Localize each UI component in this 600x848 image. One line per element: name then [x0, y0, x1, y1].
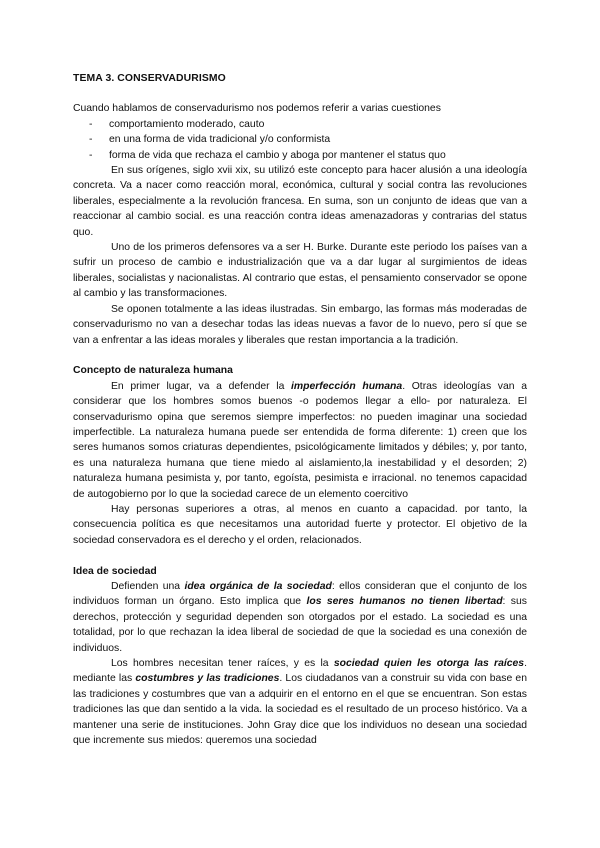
section-heading-naturaleza: Concepto de naturaleza humana: [73, 365, 233, 377]
paragraph-origins: En sus orígenes, siglo xvii xix, su utilizó este concepto para hacer alusión a una ideología concreta. Va a nacer como reacción moral, económica, cultural y social contra las revoluciones liberales, especialmente a la revolución francesa. En suma, son un conjunto de ideas que van a reaccionar al cambio social. es una reacción contra ideas amenazadoras y contrarias del status quo.: [73, 165, 527, 238]
paragraph-burke: Uno de los primeros defensores va a ser H. Burke. Durante este periodo los países van a sufrir un proceso de cambio e industrialización que va a dar lugar al surgimientos de ideas liberales, socialistas y nacionalistas. Al contrario que estas, el pensamiento conservador se opone al cambio y las transformaciones.: [73, 242, 527, 300]
intro-paragraph: Cuando hablamos de conservadurismo nos podemos referir a varias cuestiones: [73, 103, 441, 115]
paragraph-imperfeccion: [73, 379, 527, 502]
paragraph-ilustradas: Se oponen totalmente a las ideas ilustradas. Sin embargo, las formas más moderadas de conservadurismo no van a desechar todas las ideas nuevas a favor de lo nuevo, pero sí que se van a enfrentar a las ideas morales y liberales que restan importancia a la tradición.: [73, 303, 527, 346]
text-run: . Otras ideologías van a considerar que los hombres somos buenos -o podemos llegar a ello- por naturaleza. El conservadurismo opina que seremos siempre imperfectos: no pueden imaginar una sociedad imperfectible. La naturaleza humana puede ser entendida de forma diferente: 1) creen que los seres humanos somos criaturas dependientes, psicológicamente limitados y débiles; y, por tanto, es una naturaleza humana que tiene miedo al aislamiento,la inestabilidad y el desorden; 2) naturaleza humana pesimista y, por tanto, egoísta, pesimista e irracional. no tenemos capacidad de autogobierno por lo que la sociedad carece de un elemento coercitivo: [73, 380, 527, 500]
emphasis-organica: idea orgánica de la sociedad: [184, 580, 332, 592]
emphasis-imperfeccion: imperfección humana: [291, 380, 403, 392]
list-item: - comportamiento moderado, cauto: [89, 117, 527, 132]
dash-list: [73, 117, 527, 163]
paragraph-organica: [73, 579, 527, 656]
text-run: . Los ciudadanos van a construir su vida con base en las tradiciones y costumbres que van a adquirir en el entorno en el que se encuentran. Son estas tradiciones las que dan sentido a la vida. la sociedad es el resultado de un proceso histórico. Va a mantener una serie de instituciones. John Gray dice que los individuos no desean una sociedad que incremente sus miedos: queremos una sociedad: [73, 673, 527, 747]
list-item: - en una forma de vida tradicional y/o conformista: [89, 132, 527, 147]
text-run: Defienden una: [111, 580, 185, 592]
emphasis-raices: sociedad quien les otorga las raíces: [333, 658, 525, 669]
emphasis-libertad: los seres humanos no tienen libertad: [306, 596, 503, 608]
list-item: - forma de vida que rechaza el cambio y aboga por mantener el status quo: [89, 148, 527, 163]
spacer: [73, 348, 527, 363]
paragraph-autoridad: Hay personas superiores a otras, al menos en cuanto a capacidad. por tanto, la consecuencia política es que necesitamos una autoridad fuerte y protector. El objetivo de la sociedad conservadora es el derecho y el orden, relacionados.: [73, 503, 527, 546]
paragraph-raices: [73, 656, 527, 748]
text-run: . mediante las: [73, 658, 527, 685]
text-run: Los hombres necesitan tener raíces, y es la: [111, 658, 334, 669]
document-body: [73, 71, 527, 748]
spacer: [73, 548, 527, 563]
section-heading-sociedad: Idea de sociedad: [73, 565, 157, 577]
text-run: En primer lugar, va a defender la: [111, 380, 292, 392]
text-run: : sus derechos, protección y seguridad dependen son otorgados por el estado. La sociedad es una totalidad, por lo que rechazan la idea liberal de sociedad de que la sociedad es una conexión de individuos.: [73, 596, 527, 654]
text-run: : ellos consideran que el conjunto de los individuos forman un órgano. Esto implica que: [73, 580, 527, 608]
emphasis-costumbres: costumbres y las tradiciones: [135, 673, 280, 685]
page-title: TEMA 3. CONSERVADURISMO: [73, 73, 226, 84]
